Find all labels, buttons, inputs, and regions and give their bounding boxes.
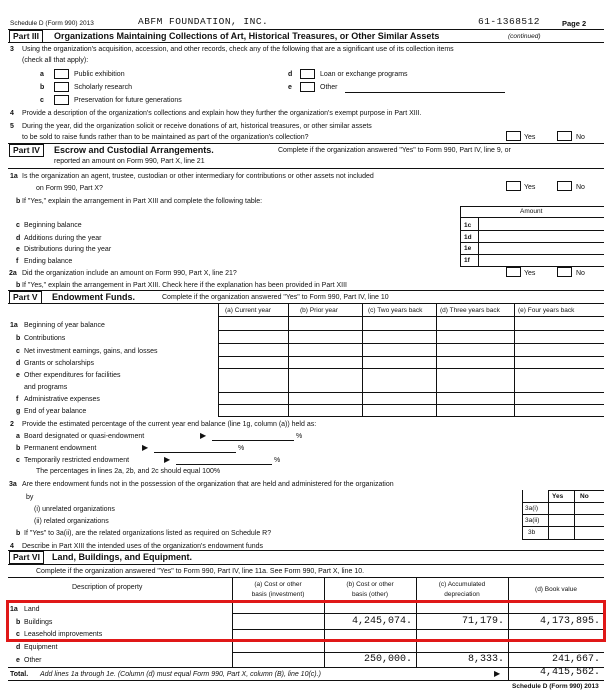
part3-title-suffix: (continued) (508, 33, 541, 40)
p6-buildings-d: 4,173,895. (539, 616, 600, 627)
p5-row-c-label: Net investment earnings, gains, and losses (24, 348, 158, 355)
line3-text: Using the organization's acquisition, accession, and other records, check any of the following that are a significant use of its collection items (22, 46, 454, 53)
line5-text2: to be sold to raise funds rather than to be maintained as part of the organization's collection? (22, 134, 309, 141)
p4-row-d-label: Additions during the year (24, 235, 102, 242)
p5-l2-sum: The percentages in lines 2a, 2b, and 2c should equal 100% (36, 468, 221, 475)
line5-no-checkbox[interactable] (557, 131, 572, 141)
opt-b-label: Scholarly research (74, 84, 132, 91)
p6-col-c: (c) Accumulated (438, 581, 486, 588)
line4-text: Provide a description of the organization's collections and explain how they further the organization's exempt purpose in Part XIII. (22, 110, 422, 117)
p4-l1a-yes: Yes (524, 184, 536, 191)
part6-title: Land, Buildings, and Equipment. (52, 552, 192, 562)
p4-l1a-num: 1a (10, 173, 18, 180)
p6-row-e-code: e (16, 657, 20, 664)
highlight-box (6, 600, 606, 642)
p4-l2a-yes-checkbox[interactable] (506, 267, 521, 277)
p4-row-e-code: 1e (464, 245, 472, 252)
footer-form-label: Schedule D (Form 990) 2013 (512, 683, 599, 690)
p4-l2a-no-checkbox[interactable] (557, 267, 572, 277)
part5-label: Part V (9, 291, 42, 304)
p4-l1a-text2: on Form 990, Part X? (36, 185, 103, 192)
p5-l2b-input[interactable] (154, 452, 236, 453)
p6-total-label: Total. (10, 671, 29, 678)
p4-row-f-letter: f (16, 258, 19, 265)
p5-l3a-text: Are there endowment funds not in the possession of the organization that are held and administered for the organization (22, 481, 394, 488)
opt-d-label: Loan or exchange programs (320, 71, 408, 78)
p4-l1a-no: No (576, 184, 585, 191)
p6-buildings-c: 71,179. (461, 616, 504, 627)
p5-row1a-code: 1a (10, 322, 18, 329)
opt-a-checkbox[interactable] (54, 69, 69, 79)
opt-e-label: Other (320, 84, 338, 91)
p5-l3-yes: Yes (552, 493, 564, 500)
p6-total-text: Add lines 1a through 1e. (Column (d) must equal Form 990, Part X, column (B), line 10(c).) (40, 671, 321, 678)
p5-col-c: (c) Two years back (368, 307, 423, 314)
p5-l2a-pct: % (296, 433, 303, 440)
part6-label: Part VI (9, 551, 44, 564)
p5-l2b-letter: b (16, 445, 21, 452)
p5-l2a-arrow-icon: ▶ (200, 431, 207, 440)
p5-row-b-label: Contributions (24, 335, 66, 342)
p5-row-g-label: End of year balance (24, 408, 87, 415)
part4-title-rest: Complete if the organization answered "Yes" to Form 990, Part IV, line 9, or (278, 147, 511, 154)
p4-row-c-code: 1c (464, 222, 472, 229)
p5-l2a-text: Board designated or quasi-endowment (24, 433, 145, 440)
p5-row-f-code: f (16, 396, 19, 403)
p6-col-b2: basis (other) (351, 591, 389, 598)
p4-row-d-code: 1d (464, 234, 472, 241)
p5-l3-code-b: 3b (528, 529, 536, 536)
p5-row-g-code: g (16, 408, 21, 415)
p4-l1a-text: Is the organization an agent, trustee, custodian or other intermediary for contributions or other assets not included (22, 173, 374, 180)
p6-total-value: 4,415,562. (539, 667, 600, 678)
line5-text: During the year, did the organization solicit or receive donations of art, historical treasures, or other similar assets (22, 123, 372, 130)
p5-row-d-label: Grants or scholarships (24, 360, 95, 367)
p6-other-b: 250,000. (363, 654, 412, 665)
p6-col-c2: depreciation (444, 591, 480, 598)
p5-l2c-letter: c (16, 457, 20, 464)
form-label: Schedule D (Form 990) 2013 (10, 20, 94, 27)
p6-row-b-code: b (16, 619, 21, 626)
p5-l2-text: Provide the estimated percentage of the current year end balance (line 1g, column (a)) held as: (22, 421, 317, 428)
line5-no: No (576, 134, 585, 141)
p6-total-arrow-icon: ▶ (494, 669, 501, 678)
part4-title-line2: reported an amount on Form 990, Part X, line 21 (54, 158, 205, 165)
line3-text2: (check all that apply): (22, 57, 89, 64)
p6-row1a-code: 1a (10, 606, 18, 613)
p5-l3-i: (i) unrelated organizations (34, 506, 115, 513)
p6-row-d-label: Equipment (24, 644, 58, 651)
part4-label: Part IV (9, 144, 44, 157)
line4-num: 4 (10, 110, 14, 117)
p6-other-c: 8,333. (467, 654, 504, 665)
p6-other-d: 241,667. (551, 654, 600, 665)
p4-row-c-label: Beginning balance (24, 222, 82, 229)
opt-e-checkbox[interactable] (300, 82, 315, 92)
part6-subtitle: Complete if the organization answered "Yes" to Form 990, Part IV, line 11a. See Form 990, Part X, line 10. (36, 568, 365, 575)
p5-l2c-arrow-icon: ▶ (164, 455, 171, 464)
p6-desc-header: Description of property (72, 584, 143, 591)
line5-yes: Yes (524, 134, 536, 141)
p5-col-d: (d) Three years back (440, 307, 500, 314)
p4-l2a-text: Did the organization include an amount on Form 990, Part X, line 21? (22, 270, 237, 277)
p5-l3-ii: (ii) related organizations (34, 518, 109, 525)
p4-l2a-num: 2a (9, 270, 17, 277)
p5-row-c-code: c (16, 348, 20, 355)
part3-label: Part III (9, 30, 43, 43)
p4-l2b-num: b (16, 282, 21, 289)
part3-title: Organizations Maintaining Collections of Art, Historical Treasures, or Other Similar Assets (54, 31, 440, 41)
p4-row-f-label: Ending balance (24, 258, 73, 265)
p4-l1b-text: If "Yes," explain the arrangement in Part XIII and complete the following table: (22, 198, 263, 205)
part5-title-rest: Complete if the organization answered "Yes" to Form 990, Part IV, line 10 (162, 294, 389, 301)
p5-col-b: (b) Prior year (300, 307, 338, 314)
p5-l3a-by: by (26, 494, 34, 501)
p5-l3b-text: If "Yes" to 3a(ii), are the related organizations listed as required on Schedule R? (24, 530, 272, 537)
p6-row-c-label: Leasehold improvements (24, 631, 103, 638)
p6-buildings-b: 4,245,074. (351, 616, 412, 627)
p5-l2a-letter: a (16, 433, 20, 440)
opt-d-checkbox[interactable] (300, 69, 315, 79)
p5-l2a-input[interactable] (212, 440, 294, 441)
p5-l2c-text: Temporarily restricted endowment (24, 457, 130, 464)
p4-row-f-code: 1f (464, 257, 470, 264)
p5-row-e-label2: and programs (24, 384, 68, 391)
opt-d-letter: d (288, 71, 293, 78)
line3-num: 3 (10, 46, 14, 53)
p5-l2c-pct: % (274, 457, 281, 464)
p4-row-e-letter: e (16, 246, 20, 253)
p5-l2c-input[interactable] (176, 464, 272, 465)
p6-row-c-code: c (16, 631, 20, 638)
part5-title: Endowment Funds. (52, 292, 135, 302)
p5-row-e-label: Other expenditures for facilities (24, 372, 121, 379)
p5-col-a: (a) Current year (225, 307, 271, 314)
opt-c-label: Preservation for future generations (74, 97, 182, 104)
p4-l1a-no-checkbox[interactable] (557, 181, 572, 191)
p6-row1a-label: Land (24, 606, 40, 613)
part4-title: Escrow and Custodial Arrangements. (54, 145, 214, 155)
p5-l4-num: 4 (10, 543, 14, 550)
p5-l2b-arrow-icon: ▶ (142, 443, 149, 452)
p4-row-d-letter: d (16, 235, 21, 242)
p4-l1b-num: b (16, 198, 21, 205)
opt-e-line[interactable] (345, 92, 505, 93)
p5-col-e: (e) Four years back (518, 307, 575, 314)
p4-l2b-text: If "Yes," explain the arrangement in Part XIII. Check here if the explanation has been provided in Part XIII (22, 282, 347, 289)
opt-b-letter: b (40, 84, 45, 91)
p5-l4-text: Describe in Part XIII the intended uses of the organization's endowment funds (22, 543, 264, 550)
p4-l2a-no: No (576, 270, 585, 277)
p5-row1a-label: Beginning of year balance (24, 322, 105, 329)
p6-row-d-code: d (16, 644, 21, 651)
p5-l3-no: No (580, 493, 589, 500)
page-label: Page 2 (562, 19, 587, 28)
p4-row-c-letter: c (16, 222, 20, 229)
p4-row-e-label: Distributions during the year (24, 246, 112, 253)
p5-row-b-code: b (16, 335, 21, 342)
ein: 61-1368512 (478, 16, 541, 27)
opt-b-checkbox[interactable] (54, 82, 69, 92)
p4-amount-header: Amount (520, 208, 543, 215)
opt-e-letter: e (288, 84, 292, 91)
p5-l2b-pct: % (238, 445, 245, 452)
p5-l3a-num: 3a (9, 481, 17, 488)
opt-a-label: Public exhibition (74, 71, 125, 78)
line5-yes-checkbox[interactable] (506, 131, 521, 141)
opt-c-letter: c (40, 97, 44, 104)
line5-num: 5 (10, 123, 14, 130)
p5-row-f-label: Administrative expenses (24, 396, 100, 403)
p6-row-e-label: Other (24, 657, 42, 664)
p5-row-e-code: e (16, 372, 20, 379)
p5-l2b-text: Permanent endowment (24, 445, 97, 452)
opt-a-letter: a (40, 71, 44, 78)
opt-c-checkbox[interactable] (54, 95, 69, 105)
p5-l3-code-ii: 3a(ii) (525, 517, 540, 524)
p6-col-a: (a) Cost or other (254, 581, 302, 588)
p6-col-a2: basis (investment) (251, 591, 305, 598)
p6-col-b: (b) Cost or other (346, 581, 394, 588)
p5-l3b-num: b (16, 530, 21, 537)
org-name: ABFM FOUNDATION, INC. (138, 16, 269, 27)
p5-l2-num: 2 (10, 421, 14, 428)
p4-l2a-yes: Yes (524, 270, 536, 277)
p4-l1a-yes-checkbox[interactable] (506, 181, 521, 191)
p5-row-d-code: d (16, 360, 21, 367)
p5-l3-code-i: 3a(i) (525, 505, 539, 512)
p6-row-b-label: Buildings (24, 619, 53, 626)
p6-col-d: (d) Book value (535, 586, 577, 593)
